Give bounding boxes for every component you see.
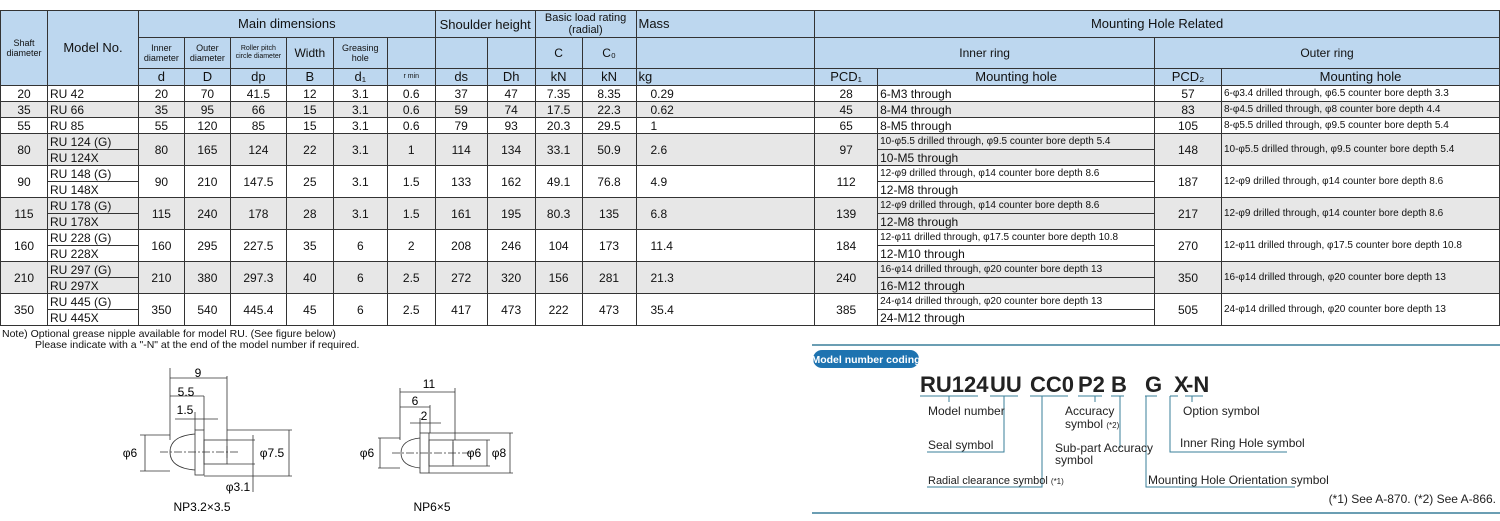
cell-pcd1: 28: [815, 86, 878, 102]
cell-model-no: RU 85: [47, 118, 138, 134]
code-part-inner-hole: X: [1174, 372, 1189, 397]
cell-model-no: RU 66: [47, 102, 138, 118]
cell-dh: 162: [487, 166, 535, 198]
cell-dp: 85: [230, 118, 286, 134]
header-mass: Mass: [636, 11, 815, 38]
cell-shaft-diameter: 80: [1, 134, 48, 166]
cell-dp: 124: [230, 134, 286, 166]
np3-dia-left: φ6: [122, 446, 138, 460]
nipple-drawing-np3: [140, 368, 292, 492]
cell-mass: 11.4: [636, 230, 815, 262]
cell-shaft-diameter: 350: [1, 294, 48, 326]
cell-model-no: RU 228 (G): [47, 230, 138, 246]
cell-d1: 3.1: [333, 166, 387, 198]
np3-dim-small: 1.5: [176, 403, 194, 417]
cell-ds: 272: [435, 262, 487, 294]
cell-c: 156: [535, 262, 582, 294]
cell-r: 2.5: [387, 262, 435, 294]
cell-d: 295: [184, 230, 230, 262]
nipple-drawing-np6: [378, 388, 513, 473]
cell-dp: 227.5: [230, 230, 286, 262]
header-sym-rmin: r min: [387, 69, 435, 86]
cell-c: 104: [535, 230, 582, 262]
label-model-number: Model number: [928, 404, 1005, 418]
cell-d1: 6: [333, 262, 387, 294]
cell-shaft-diameter: 55: [1, 118, 48, 134]
header-main-dimensions: Main dimensions: [138, 11, 435, 38]
cell-pcd2: 270: [1155, 230, 1222, 262]
cell-r: 0.6: [387, 86, 435, 102]
label-accuracy-line1: Accuracy: [1065, 404, 1115, 418]
cell-b: 22: [286, 134, 333, 166]
cell-d1: 6: [333, 230, 387, 262]
cell-dh: 47: [487, 86, 535, 102]
cell-d1: 3.1: [333, 118, 387, 134]
cell-c: 20.3: [535, 118, 582, 134]
np3-dim-total: 9: [194, 366, 202, 380]
cell-model-no: RU 445 (G): [47, 294, 138, 310]
cell-dp: 66: [230, 102, 286, 118]
cell-shaft-diameter: 160: [1, 230, 48, 262]
cell-r: 2.5: [387, 294, 435, 326]
cell-mass: 2.6: [636, 134, 815, 166]
cell-inner-mounting-hole: 12-φ11 drilled through, φ17.5 counter bore depth 10.8: [878, 230, 1155, 246]
cell-pcd1: 240: [815, 262, 878, 294]
label-radial-clearance: Radial clearance symbol (*1): [928, 475, 1064, 487]
header-greasing-hole: Greasing hole: [333, 38, 387, 69]
cell-shaft-diameter: 115: [1, 198, 48, 230]
cell-shaft-diameter: 35: [1, 102, 48, 118]
code-part-model: RU124: [920, 372, 989, 397]
cell-model-no: RU 148X: [47, 182, 138, 198]
cell-inner-mounting-hole: 12-φ9 drilled through, φ14 counter bore depth 8.6: [878, 198, 1155, 214]
label-mounting-hole-orientation: Mounting Hole Orientation symbol: [1148, 473, 1329, 487]
cell-d: 115: [138, 198, 184, 230]
cell-b: 25: [286, 166, 333, 198]
cell-d: 210: [138, 262, 184, 294]
header-width: Width: [286, 38, 333, 69]
cell-dh: 473: [487, 294, 535, 326]
cell-b: 15: [286, 118, 333, 134]
cell-ds: 161: [435, 198, 487, 230]
cell-d: 120: [184, 118, 230, 134]
cell-d1: 3.1: [333, 134, 387, 166]
cell-c0: 135: [582, 198, 636, 230]
header-c: C: [535, 38, 582, 69]
cell-model-no: RU 178 (G): [47, 198, 138, 214]
cell-shaft-diameter: 20: [1, 86, 48, 102]
cell-dp: 41.5: [230, 86, 286, 102]
np6-dia-right-1: φ6: [466, 446, 482, 460]
note-line-2: Please indicate with a "-N" at the end of the model number if required.: [35, 339, 360, 351]
cell-inner-mounting-hole: 16-φ14 drilled through, φ20 counter bore depth 13: [878, 262, 1155, 278]
cell-d: 90: [138, 166, 184, 198]
header-mounting-hole-outer: Mounting hole: [1221, 69, 1499, 86]
cell-mass: 35.4: [636, 294, 815, 326]
cell-dh: 134: [487, 134, 535, 166]
cell-inner-mounting-hole: 10-φ5.5 drilled through, φ9.5 counter bore depth 5.4: [878, 134, 1155, 150]
np6-dim-total: 11: [422, 377, 436, 391]
cell-ds: 208: [435, 230, 487, 262]
cell-d1: 3.1: [333, 102, 387, 118]
np6-title: NP6×5: [413, 500, 451, 514]
cell-c: 17.5: [535, 102, 582, 118]
cell-inner-mounting-hole: 8-M4 through: [878, 102, 1155, 118]
cell-c0: 76.8: [582, 166, 636, 198]
cell-d: 20: [138, 86, 184, 102]
np6-dia-right-2: φ8: [491, 446, 507, 460]
cell-pcd2: 83: [1155, 102, 1222, 118]
cell-mass: 6.8: [636, 198, 815, 230]
cell-d: 240: [184, 198, 230, 230]
cell-inner-mounting-hole: 12-M8 through: [878, 182, 1155, 198]
cell-pcd2: 57: [1155, 86, 1222, 102]
cell-inner-mounting-hole: 16-M12 through: [878, 278, 1155, 294]
cell-model-no: RU 178X: [47, 214, 138, 230]
cell-d1: 3.1: [333, 198, 387, 230]
cell-c0: 29.5: [582, 118, 636, 134]
header-shoulder-height: Shoulder height: [435, 11, 535, 38]
cell-model-no: RU 297X: [47, 278, 138, 294]
cell-d: 380: [184, 262, 230, 294]
cell-r: 0.6: [387, 118, 435, 134]
cell-c0: 8.35: [582, 86, 636, 102]
cell-outer-mounting-hole: 10-φ5.5 drilled through, φ9.5 counter bore depth 5.4: [1221, 134, 1499, 166]
cell-c0: 173: [582, 230, 636, 262]
cell-ds: 114: [435, 134, 487, 166]
cell-model-no: RU 445X: [47, 310, 138, 326]
header-sym-d1: d₁: [333, 69, 387, 86]
label-seal-symbol: Seal symbol: [928, 438, 994, 452]
cell-pcd2: 217: [1155, 198, 1222, 230]
cell-outer-mounting-hole: 8-φ5.5 drilled through, φ9.5 counter bore depth 5.4: [1221, 118, 1499, 134]
cell-d: 210: [184, 166, 230, 198]
header-unit-kn-c0: kN: [582, 69, 636, 86]
cell-pcd1: 184: [815, 230, 878, 262]
cell-pcd1: 139: [815, 198, 878, 230]
np3-dia-bottom: φ3.1: [225, 480, 251, 494]
cell-dp: 178: [230, 198, 286, 230]
cell-d: 35: [138, 102, 184, 118]
cell-inner-mounting-hole: 8-M5 through: [878, 118, 1155, 134]
header-sym-D: D: [184, 69, 230, 86]
label-option-symbol: Option symbol: [1183, 404, 1260, 418]
header-sym-dp: dp: [230, 69, 286, 86]
cell-d: 350: [138, 294, 184, 326]
cell-pcd1: 112: [815, 166, 878, 198]
header-basic-load-rating: Basic load rating (radial): [535, 11, 636, 38]
note-line-1: Note) Optional grease nipple available for model RU. (See figure below): [2, 328, 336, 340]
cell-outer-mounting-hole: 24-φ14 drilled through, φ20 counter bore depth 13: [1221, 294, 1499, 326]
header-outer-diameter: Outer diameter: [184, 38, 230, 69]
cell-pcd1: 385: [815, 294, 878, 326]
cell-b: 35: [286, 230, 333, 262]
cell-model-no: RU 228X: [47, 246, 138, 262]
cell-inner-mounting-hole: 24-M12 through: [878, 310, 1155, 326]
cell-pcd2: 105: [1155, 118, 1222, 134]
cell-dh: 195: [487, 198, 535, 230]
coding-parts: [920, 372, 1209, 397]
header-pcd2: PCD₂: [1155, 69, 1222, 86]
np3-title: NP3.2×3.5: [173, 500, 231, 514]
cell-inner-mounting-hole: 12-φ9 drilled through, φ14 counter bore depth 8.6: [878, 166, 1155, 182]
header-unit-kn-c: kN: [535, 69, 582, 86]
cell-mass: 21.3: [636, 262, 815, 294]
cell-dp: 147.5: [230, 166, 286, 198]
code-part-accuracy: P2: [1078, 372, 1105, 397]
cell-outer-mounting-hole: 16-φ14 drilled through, φ20 counter bore depth 13: [1221, 262, 1499, 294]
cell-c: 7.35: [535, 86, 582, 102]
cell-outer-mounting-hole: 8-φ4.5 drilled through, φ8 counter bore depth 4.4: [1221, 102, 1499, 118]
cell-c: 33.1: [535, 134, 582, 166]
cell-d: 540: [184, 294, 230, 326]
cell-pcd1: 97: [815, 134, 878, 166]
cell-dh: 93: [487, 118, 535, 134]
code-part-clearance: CC0: [1030, 372, 1075, 397]
cell-r: 0.6: [387, 102, 435, 118]
cell-shaft-diameter: 210: [1, 262, 48, 294]
cell-model-no: RU 124 (G): [47, 134, 138, 150]
cell-inner-mounting-hole: 12-M8 through: [878, 214, 1155, 230]
header-pcd1: PCD₁: [815, 69, 878, 86]
cell-mass: 4.9: [636, 166, 815, 198]
cell-b: 45: [286, 294, 333, 326]
cell-r: 1.5: [387, 198, 435, 230]
cell-c: 80.3: [535, 198, 582, 230]
cell-pcd2: 148: [1155, 134, 1222, 166]
cell-d: 95: [184, 102, 230, 118]
cell-outer-mounting-hole: 12-φ11 drilled through, φ17.5 counter bore depth 10.8: [1221, 230, 1499, 262]
np6-dim-small: 2: [420, 409, 428, 423]
cell-model-no: RU 148 (G): [47, 166, 138, 182]
header-model-no: Model No.: [47, 11, 138, 86]
cell-ds: 59: [435, 102, 487, 118]
cell-dp: 445.4: [230, 294, 286, 326]
cell-dh: 74: [487, 102, 535, 118]
cell-dh: 320: [487, 262, 535, 294]
cell-pcd1: 45: [815, 102, 878, 118]
cell-mass: 0.62: [636, 102, 815, 118]
cell-ds: 37: [435, 86, 487, 102]
header-mounting-hole-related: Mounting Hole Related: [815, 11, 1500, 38]
header-roller-pitch: Roller pitch circle diameter: [230, 38, 286, 69]
cell-outer-mounting-hole: 12-φ9 drilled through, φ14 counter bore depth 8.6: [1221, 166, 1499, 198]
cell-d: 160: [138, 230, 184, 262]
code-part-subpart: B: [1111, 372, 1127, 397]
header-inner-diameter: Inner diameter: [138, 38, 184, 69]
np6-dim-mid: 6: [411, 394, 419, 408]
cell-r: 1: [387, 134, 435, 166]
cell-c0: 473: [582, 294, 636, 326]
cell-outer-mounting-hole: 12-φ9 drilled through, φ14 counter bore depth 8.6: [1221, 198, 1499, 230]
cell-dp: 297.3: [230, 262, 286, 294]
header-sym-d: d: [138, 69, 184, 86]
cell-model-no: RU 297 (G): [47, 262, 138, 278]
cell-r: 2: [387, 230, 435, 262]
cell-b: 40: [286, 262, 333, 294]
cell-d: 70: [184, 86, 230, 102]
label-subpart-line1: Sub-part Accuracy: [1055, 441, 1154, 455]
header-shaft-diameter: Shaft diameter: [1, 11, 48, 86]
label-accuracy-line2: symbol (*2): [1065, 417, 1120, 431]
header-sym-ds: ds: [435, 69, 487, 86]
cell-b: 15: [286, 102, 333, 118]
cell-b: 12: [286, 86, 333, 102]
cell-mass: 1: [636, 118, 815, 134]
cell-model-no: RU 124X: [47, 150, 138, 166]
code-part-option: -N: [1186, 372, 1210, 397]
cell-d: 165: [184, 134, 230, 166]
cell-c0: 22.3: [582, 102, 636, 118]
cell-b: 28: [286, 198, 333, 230]
cell-pcd2: 187: [1155, 166, 1222, 198]
label-inner-ring-hole: Inner Ring Hole symbol: [1180, 436, 1305, 450]
cell-ds: 79: [435, 118, 487, 134]
cell-inner-mounting-hole: 12-M10 through: [878, 246, 1155, 262]
cell-inner-mounting-hole: 6-M3 through: [878, 86, 1155, 102]
cell-pcd2: 505: [1155, 294, 1222, 326]
cell-ds: 417: [435, 294, 487, 326]
coding-footnote: (*1) See A-870. (*2) See A-866.: [1328, 492, 1496, 506]
cell-outer-mounting-hole: 6-φ3.4 drilled through, φ6.5 counter bore depth 3.3: [1221, 86, 1499, 102]
header-sym-Dh: Dh: [487, 69, 535, 86]
cell-ds: 133: [435, 166, 487, 198]
header-inner-ring: Inner ring: [815, 38, 1155, 69]
cell-r: 1.5: [387, 166, 435, 198]
coding-badge-label: Model number coding: [811, 354, 921, 366]
cell-model-no: RU 42: [47, 86, 138, 102]
cell-inner-mounting-hole: 10-M5 through: [878, 150, 1155, 166]
header-c0: C₀: [582, 38, 636, 69]
cell-shaft-diameter: 90: [1, 166, 48, 198]
cell-pcd1: 65: [815, 118, 878, 134]
cell-mass: 0.29: [636, 86, 815, 102]
cell-pcd2: 350: [1155, 262, 1222, 294]
cell-inner-mounting-hole: 24-φ14 drilled through, φ20 counter bore depth 13: [878, 294, 1155, 310]
cell-d1: 6: [333, 294, 387, 326]
code-part-orientation: G: [1145, 372, 1163, 397]
cell-c0: 281: [582, 262, 636, 294]
header-outer-ring: Outer ring: [1155, 38, 1500, 69]
cell-dh: 246: [487, 230, 535, 262]
cell-d1: 3.1: [333, 86, 387, 102]
header-sym-B: B: [286, 69, 333, 86]
np3-dim-mid: 5.5: [177, 385, 195, 399]
np3-dia-right: φ7.5: [259, 446, 285, 460]
cell-c: 49.1: [535, 166, 582, 198]
cell-c0: 50.9: [582, 134, 636, 166]
np6-dia-left: φ6: [359, 446, 375, 460]
cell-c: 222: [535, 294, 582, 326]
cell-d: 55: [138, 118, 184, 134]
header-mounting-hole-inner: Mounting hole: [878, 69, 1155, 86]
code-part-seal: UU: [990, 372, 1022, 397]
label-subpart-line2: symbol: [1055, 453, 1094, 467]
header-unit-kg: kg: [636, 69, 815, 86]
cell-d: 80: [138, 134, 184, 166]
